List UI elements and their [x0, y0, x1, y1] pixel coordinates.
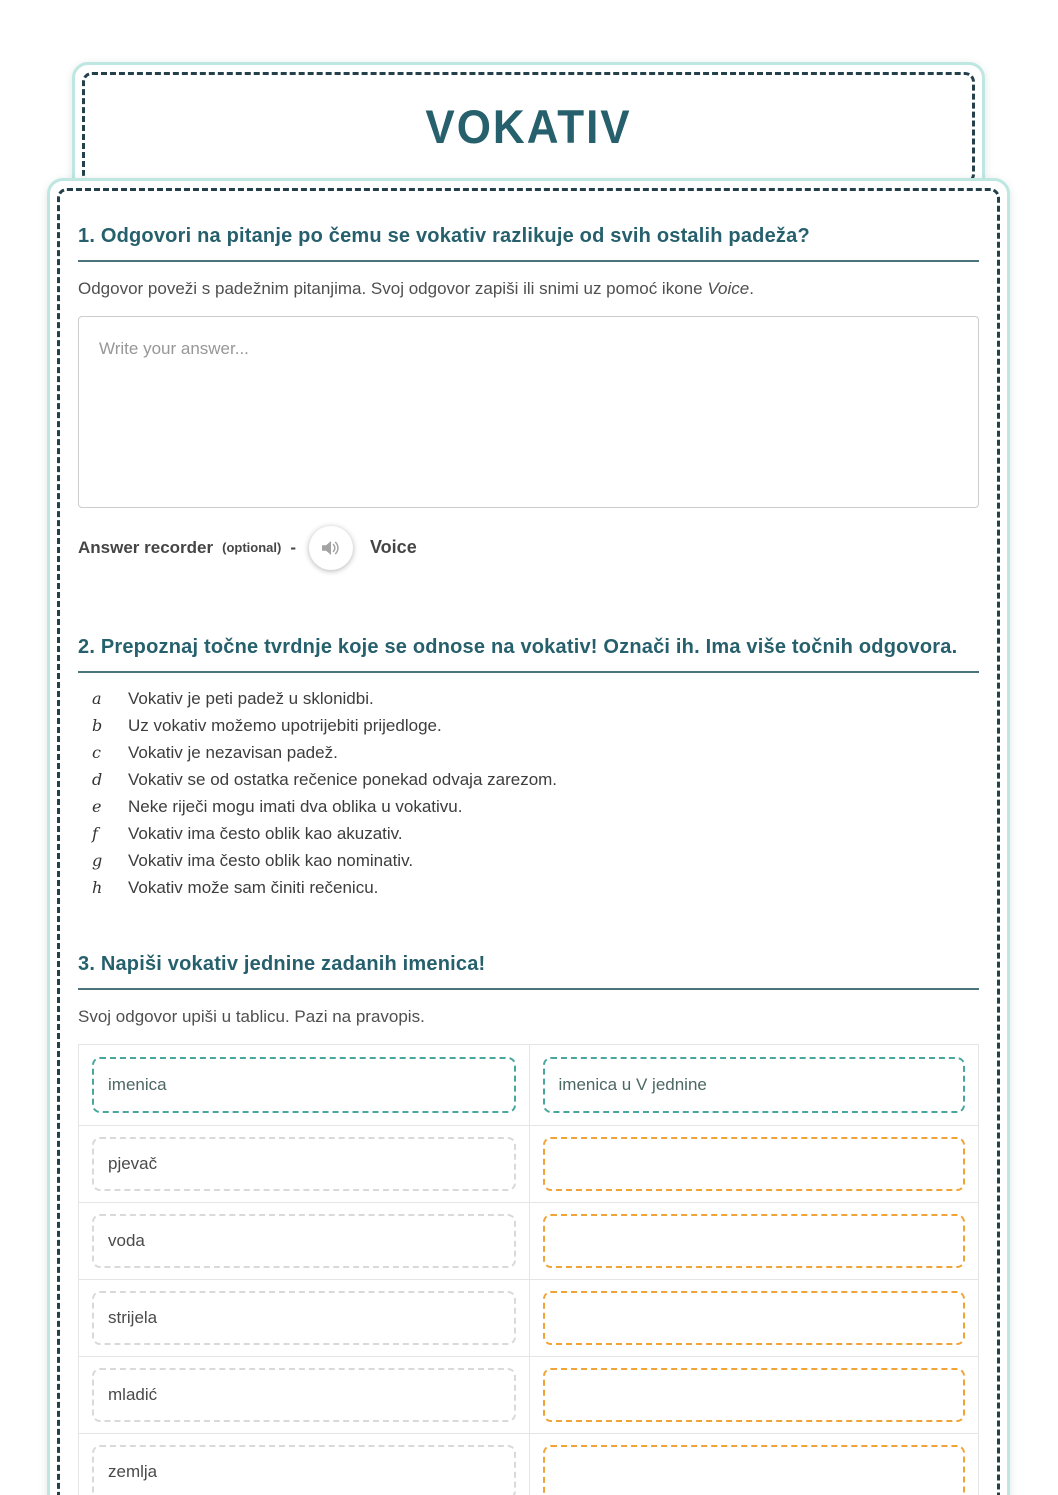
question-2-heading: 2. Prepoznaj točne tvrdnje koje se odnose na vokativ! Označi ih. Ima više točnih odgovora.: [78, 636, 979, 673]
option-e[interactable]: [78, 797, 979, 824]
vocative-answer-input[interactable]: [543, 1445, 966, 1495]
answer-cell: [529, 1126, 979, 1202]
option-text: Uz vokativ možemo upotrijebiti prijedloge.: [128, 716, 442, 736]
voice-word-italic: Voice: [707, 278, 750, 298]
option-g[interactable]: [78, 851, 979, 878]
option-f[interactable]: [78, 824, 979, 851]
option-a[interactable]: [78, 689, 979, 716]
table-header-row: [79, 1045, 978, 1125]
noun-label: voda: [92, 1214, 516, 1268]
option-text: Vokativ je peti padež u sklonidbi.: [128, 689, 374, 709]
noun-cell: [79, 1280, 529, 1356]
question-1-instructions-text: Odgovor poveži s padežnim pitanjima. Svoj odgovor zapiši ili snimi uz pomoć ikone: [78, 278, 708, 298]
answer-cell: [529, 1434, 979, 1495]
noun-label: pjevač: [92, 1137, 516, 1191]
answer-textarea[interactable]: [78, 316, 979, 508]
noun-cell: [79, 1434, 529, 1495]
table-row: [79, 1356, 978, 1433]
voice-record-button[interactable]: [309, 526, 353, 570]
statement-options-list: [78, 689, 979, 905]
question-3-heading: 3. Napiši vokativ jednine zadanih imenica!: [78, 953, 979, 990]
vocative-answer-input[interactable]: [543, 1137, 966, 1191]
noun-label: mladić: [92, 1368, 516, 1422]
table-row: [79, 1202, 978, 1279]
question-1-heading: 1. Odgovori na pitanje po čemu se vokativ razlikuje od svih ostalih padeža?: [78, 225, 979, 262]
worksheet-card: [47, 178, 1010, 1495]
option-letter: d: [92, 770, 103, 790]
option-b[interactable]: [78, 716, 979, 743]
question-1: [78, 225, 979, 570]
vocative-answer-input[interactable]: [543, 1214, 966, 1268]
vocative-answer-input[interactable]: [543, 1291, 966, 1345]
noun-cell: [79, 1203, 529, 1279]
answer-recorder-label: Answer recorder: [78, 537, 214, 557]
vocative-answer-input[interactable]: [543, 1368, 966, 1422]
option-letter: h: [92, 878, 103, 898]
answer-recorder-optional-label: (optional): [222, 540, 282, 556]
title-card: [72, 62, 985, 194]
question-1-instructions: [78, 279, 979, 299]
option-text: Vokativ ima često oblik kao nominativ.: [128, 851, 414, 871]
column-header-vocative: imenica u V jednine: [543, 1057, 966, 1113]
answer-recorder-dash: -: [290, 537, 297, 557]
option-letter: c: [92, 743, 101, 763]
noun-cell: [79, 1126, 529, 1202]
option-text: Vokativ je nezavisan padež.: [128, 743, 338, 763]
table-row: [79, 1279, 978, 1356]
answer-cell: [529, 1357, 979, 1433]
table-row: [79, 1125, 978, 1202]
page-title: VOKATIV: [425, 101, 632, 154]
question-3-instructions: Svoj odgovor upiši u tablicu. Pazi na pravopis.: [78, 1006, 425, 1026]
option-text: Vokativ ima često oblik kao akuzativ.: [128, 824, 403, 844]
option-letter: b: [92, 716, 103, 736]
question-2: [78, 636, 979, 906]
noun-label: strijela: [92, 1291, 516, 1345]
option-letter: f: [92, 824, 98, 844]
table-row: [79, 1433, 978, 1495]
option-letter: a: [92, 689, 102, 709]
option-d[interactable]: [78, 770, 979, 797]
voice-label: Voice: [370, 537, 417, 558]
option-text: Neke riječi mogu imati dva oblika u vokativu.: [128, 797, 463, 817]
table-header-cell: [529, 1045, 979, 1125]
answer-recorder-row: [78, 526, 979, 570]
question-3: [78, 953, 979, 1495]
option-text: Vokativ se od ostatka rečenice ponekad odvaja zarezom.: [128, 770, 558, 790]
option-c[interactable]: [78, 743, 979, 770]
noun-label: zemlja: [92, 1445, 516, 1495]
noun-cell: [79, 1357, 529, 1433]
speaker-icon: [319, 536, 343, 560]
table-header-cell: [79, 1045, 529, 1125]
question-1-instructions-period: .: [749, 278, 754, 298]
column-header-noun: imenica: [92, 1057, 516, 1113]
option-h[interactable]: [78, 878, 979, 905]
option-letter: e: [92, 797, 102, 817]
answer-cell: [529, 1203, 979, 1279]
option-letter: g: [92, 851, 103, 871]
option-text: Vokativ može sam činiti rečenicu.: [128, 878, 379, 898]
answer-cell: [529, 1280, 979, 1356]
vocative-table: [78, 1044, 979, 1495]
